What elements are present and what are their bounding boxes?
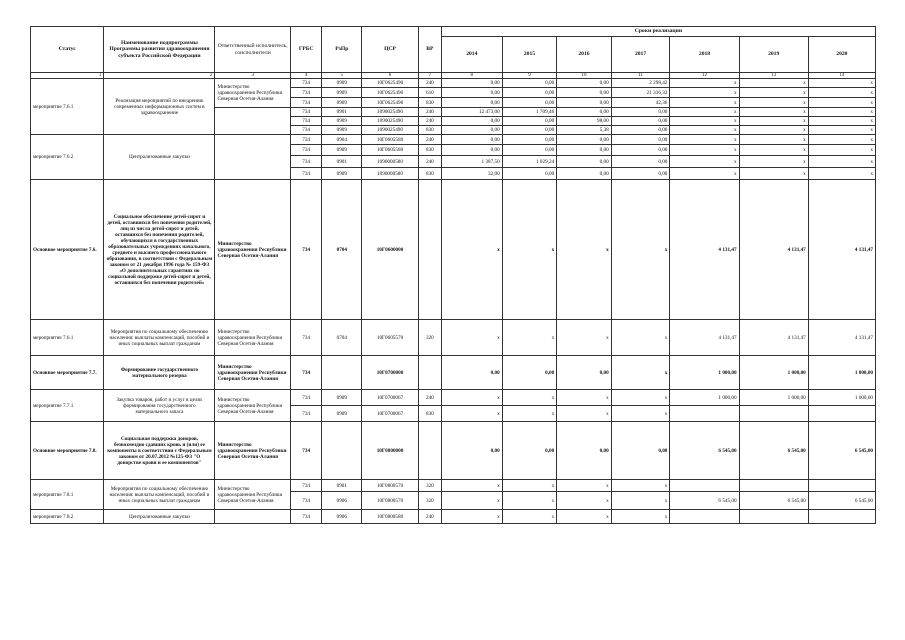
header-year: 2019 [739, 37, 808, 73]
column-number: 10 [557, 73, 612, 79]
year-value-cell [739, 406, 808, 422]
activity-name-cell: Реализация мероприятий по внедрению современных информационных систем в здравоохранение [104, 79, 215, 135]
grbs-cell: 734 [290, 356, 321, 390]
year-value-cell: 0,00 [502, 168, 557, 180]
rzpr-cell [322, 422, 362, 480]
year-value-cell [739, 510, 808, 524]
header-year: 2020 [808, 37, 875, 73]
year-value-cell: 4 131,47 [670, 320, 739, 356]
year-value-cell: x [739, 98, 808, 108]
year-value-cell: x [502, 390, 557, 406]
csr-cell: 10Г0700067 [362, 390, 419, 406]
vr-cell: 240 [418, 156, 441, 168]
year-value-cell: x [739, 168, 808, 180]
csr-cell: 10Г0800570 [362, 480, 419, 492]
status-cell: мероприятие 7.7.1 [31, 390, 104, 422]
column-number: 7 [418, 73, 441, 79]
csr-cell: 10Г0605580 [362, 145, 419, 156]
vr-cell: 240 [418, 510, 441, 524]
grbs-cell: 734 [290, 422, 321, 480]
rzpr-cell: 0704 [322, 180, 362, 320]
activity-name-cell: Социальное обеспечение детей-сирот и детей, оставшихся без попечения родителей, лиц из числа детей-сирот и детей, оставшихся без попечения родителей, обучающихся в государственных образовательных учреждениях начального, среднего и высшего профессионального образования, в соответствии с Федеральным законом от 21 декабря 1996 года № 159-ФЗ «О дополнительных гарантиях по социальной поддержке детей-сирот и детей, оставшихся без попечения родителей» [104, 180, 215, 320]
year-value-cell: x [611, 492, 670, 510]
year-value-cell: 0,00 [557, 145, 612, 156]
status-cell: мероприятие 7.6.2 [31, 135, 104, 180]
activity-name-cell: Централизованные закупки [104, 510, 215, 524]
header-csr: ЦСР [362, 27, 419, 73]
year-value-cell: 4 131,47 [670, 180, 739, 320]
year-value-cell: 0,00 [502, 422, 557, 480]
rzpr-cell: 0704 [322, 320, 362, 356]
year-value-cell: x [502, 320, 557, 356]
responsible-cell: Министерство здравоохранения Республики Северная Осетия-Алания [215, 356, 290, 390]
year-value-cell: x [557, 406, 612, 422]
year-value-cell: x [808, 98, 875, 108]
csr-cell: 10Г0800580 [362, 510, 419, 524]
grbs-cell: 734 [290, 88, 321, 98]
rzpr-cell: 0909 [322, 406, 362, 422]
year-value-cell: 6 545,00 [670, 492, 739, 510]
year-value-cell: x [502, 492, 557, 510]
grbs-cell: 734 [290, 180, 321, 320]
csr-cell: 10Г0700000 [362, 356, 419, 390]
program-table [30, 26, 876, 524]
column-number: 1 [31, 73, 104, 79]
vr-cell: 610 [418, 88, 441, 98]
table-row [31, 180, 876, 320]
year-value-cell: x [611, 480, 670, 492]
responsible-cell: Министерство здравоохранения Республики Северная Осетия-Алания [215, 422, 290, 480]
year-value-cell: 6 545,00 [670, 422, 739, 480]
grbs-cell: 734 [290, 98, 321, 108]
year-value-cell: 0,00 [611, 168, 670, 180]
grbs-cell: 734 [290, 320, 321, 356]
responsible-cell: Министерство здравоохранения Республики Северная Осетия-Алания [215, 180, 290, 320]
csr-cell: 10Г0605580 [362, 135, 419, 145]
rzpr-cell: 0909 [322, 79, 362, 88]
year-value-cell: x [808, 117, 875, 126]
year-value-cell: x [739, 145, 808, 156]
year-value-cell: 98,00 [557, 117, 612, 126]
vr-cell: 240 [418, 79, 441, 88]
year-value-cell: x [441, 406, 502, 422]
year-value-cell: x [670, 117, 739, 126]
year-value-cell: 0,00 [441, 126, 502, 135]
activity-name-cell: Формирование государственного материального резерва [104, 356, 215, 390]
year-value-cell: x [441, 492, 502, 510]
column-number: 3 [215, 73, 290, 79]
column-number: 8 [441, 73, 502, 79]
year-value-cell: x [739, 126, 808, 135]
year-value-cell: 0,00 [441, 98, 502, 108]
year-value-cell: 1 000,00 [670, 390, 739, 406]
year-value-cell: 4 131,47 [739, 180, 808, 320]
year-value-cell: 4 131,47 [808, 180, 875, 320]
header-year: 2016 [557, 37, 612, 73]
csr-cell: 10Г0625490 [362, 98, 419, 108]
year-value-cell: 1 709,46 [502, 108, 557, 117]
year-value-cell: x [611, 510, 670, 524]
rzpr-cell: 0901 [322, 108, 362, 117]
year-value-cell: 0,00 [557, 88, 612, 98]
year-value-cell: x [808, 79, 875, 88]
year-value-cell: x [670, 126, 739, 135]
year-value-cell: 0,00 [441, 117, 502, 126]
grbs-cell: 734 [290, 510, 321, 524]
year-value-cell: x [670, 168, 739, 180]
responsible-cell [215, 108, 290, 135]
vr-cell: 830 [418, 406, 441, 422]
column-number: 14 [808, 73, 875, 79]
grbs-cell: 734 [290, 480, 321, 492]
header-year: 2014 [441, 37, 502, 73]
responsible-cell: Министерство здравоохранения Республики Северная Осетия-Алания [215, 480, 290, 510]
vr-cell: 240 [418, 108, 441, 117]
table-row [31, 510, 876, 524]
year-value-cell: x [670, 88, 739, 98]
year-value-cell: 0,00 [502, 79, 557, 88]
responsible-cell [215, 135, 290, 180]
year-value-cell: x [557, 390, 612, 406]
year-value-cell: 0,00 [502, 135, 557, 145]
activity-name-cell: Мероприятия по социальному обеспечению населения: выплаты компенсаций, пособий и иных социальных выплат гражданам [104, 320, 215, 356]
year-value-cell: 1 000,00 [739, 356, 808, 390]
year-value-cell: 0,00 [611, 422, 670, 480]
year-value-cell: 0,00 [557, 108, 612, 117]
year-value-cell: x [808, 156, 875, 168]
year-value-cell: 4 131,47 [739, 320, 808, 356]
csr-cell: 10Г0700067 [362, 406, 419, 422]
status-cell: мероприятие 7.8.2 [31, 510, 104, 524]
csr-cell: 1090025490 [362, 117, 419, 126]
year-value-cell: 4 131,47 [808, 320, 875, 356]
year-value-cell: 5,38 [557, 126, 612, 135]
year-value-cell: 0,00 [611, 135, 670, 145]
csr-cell: 10Г0600000 [362, 180, 419, 320]
year-value-cell: x [739, 88, 808, 98]
rzpr-cell: 0906 [322, 492, 362, 510]
year-value-cell: 6 545,00 [739, 422, 808, 480]
status-cell: мероприятие 7.6.1 [31, 320, 104, 356]
rzpr-cell: 0904 [322, 135, 362, 145]
table-row [31, 135, 876, 145]
year-value-cell: 0,00 [441, 356, 502, 390]
year-value-cell: x [670, 135, 739, 145]
year-value-cell: 32,00 [441, 168, 502, 180]
rzpr-cell: 0909 [322, 168, 362, 180]
grbs-cell: 734 [290, 117, 321, 126]
status-cell: Основное мероприятие 7.8. [31, 422, 104, 480]
year-value-cell: 2 298,42 [611, 79, 670, 88]
grbs-cell: 734 [290, 492, 321, 510]
vr-cell [418, 180, 441, 320]
year-value-cell [670, 510, 739, 524]
csr-cell: 1090025490 [362, 126, 419, 135]
rzpr-cell: 0909 [322, 98, 362, 108]
vr-cell: 830 [418, 168, 441, 180]
year-value-cell: 1 000,00 [670, 356, 739, 390]
rzpr-cell: 0909 [322, 126, 362, 135]
grbs-cell: 734 [290, 108, 321, 117]
csr-cell: 10Г0625490 [362, 79, 419, 88]
header-year: 2018 [670, 37, 739, 73]
year-value-cell: x [557, 180, 612, 320]
year-value-cell: 0,00 [502, 88, 557, 98]
column-number: 5 [322, 73, 362, 79]
header-name: Наименование подпрограммы Программы развития здравоохранения субъекта Российской Федерации [104, 27, 215, 73]
header-terms: Сроки реализации [441, 27, 875, 37]
year-value-cell: x [808, 88, 875, 98]
rzpr-cell: 0901 [322, 156, 362, 168]
year-value-cell [670, 406, 739, 422]
year-value-cell: 0,00 [611, 126, 670, 135]
header-responsible: Ответственный исполнитель, соисполнители [215, 27, 290, 73]
year-value-cell: 1 000,00 [808, 390, 875, 406]
year-value-cell: 0,00 [557, 98, 612, 108]
year-value-cell: x [611, 356, 670, 390]
grbs-cell: 734 [290, 156, 321, 168]
year-value-cell [670, 480, 739, 492]
year-value-cell: x [441, 480, 502, 492]
year-value-cell: 6 545,00 [808, 422, 875, 480]
activity-name-cell: Централизованные закупки [104, 135, 215, 180]
grbs-cell: 734 [290, 168, 321, 180]
rzpr-cell: 0901 [322, 480, 362, 492]
grbs-cell: 734 [290, 126, 321, 135]
year-value-cell: 0,00 [557, 156, 612, 168]
vr-cell: 320 [418, 320, 441, 356]
status-cell: мероприятие 7.6.1 [31, 79, 104, 135]
year-value-cell: 0,00 [441, 88, 502, 98]
year-value-cell: 0,00 [502, 126, 557, 135]
year-value-cell: x [739, 79, 808, 88]
year-value-cell: x [670, 108, 739, 117]
year-value-cell: x [611, 406, 670, 422]
rzpr-cell: 0909 [322, 390, 362, 406]
year-value-cell: x [502, 510, 557, 524]
year-value-cell [739, 480, 808, 492]
column-number: 9 [502, 73, 557, 79]
year-value-cell: x [739, 108, 808, 117]
rzpr-cell: 0909 [322, 88, 362, 98]
vr-cell: 830 [418, 126, 441, 135]
csr-cell: 1090000580 [362, 168, 419, 180]
year-value-cell: 12 473,00 [441, 108, 502, 117]
year-value-cell: x [502, 480, 557, 492]
year-value-cell: x [670, 98, 739, 108]
year-value-cell: x [441, 510, 502, 524]
responsible-cell: Министерство здравоохранения Республики Северная Осетия-Алания [215, 79, 290, 108]
year-value-cell: 1 000,00 [739, 390, 808, 406]
year-value-cell: 0,00 [441, 145, 502, 156]
year-value-cell: x [611, 320, 670, 356]
year-value-cell: x [441, 180, 502, 320]
year-value-cell: x [808, 168, 875, 180]
year-value-cell: 21 336,33 [611, 88, 670, 98]
year-value-cell: x [808, 126, 875, 135]
year-value-cell: x [739, 156, 808, 168]
vr-cell: 240 [418, 135, 441, 145]
year-value-cell: 6 545,00 [739, 492, 808, 510]
year-value-cell: x [670, 156, 739, 168]
year-value-cell: x [808, 145, 875, 156]
csr-cell: 10Г0605570 [362, 320, 419, 356]
table-row [31, 356, 876, 390]
grbs-cell: 734 [290, 390, 321, 406]
grbs-cell: 734 [290, 135, 321, 145]
year-value-cell: 1 387,50 [441, 156, 502, 168]
year-value-cell: x [441, 320, 502, 356]
grbs-cell: 734 [290, 145, 321, 156]
year-value-cell [808, 510, 875, 524]
year-value-cell: x [808, 108, 875, 117]
year-value-cell: x [557, 320, 612, 356]
year-value-cell: x [441, 390, 502, 406]
year-value-cell: x [502, 406, 557, 422]
column-number: 4 [290, 73, 321, 79]
vr-cell: 320 [418, 492, 441, 510]
activity-name-cell: Социальная поддержка доноров, безвозмездно сдавших кровь и (или) ее компоненты в соответствии с Федеральным законом от 20.07.2012 №125-ФЗ "О донорстве крови и ее компонентов" [104, 422, 215, 480]
year-value-cell: x [739, 135, 808, 145]
vr-cell: 240 [418, 390, 441, 406]
activity-name-cell: Мероприятия по социальному обеспечению населения: выплаты компенсаций, пособий и иных социальных выплат гражданам [104, 480, 215, 510]
table-row [31, 480, 876, 492]
header-rzpr: РзПр [322, 27, 362, 73]
header-grbs: ГРБС [290, 27, 321, 73]
table-row [31, 422, 876, 480]
vr-cell [418, 422, 441, 480]
status-cell: мероприятие 7.8.1 [31, 480, 104, 510]
year-value-cell: 0,00 [441, 135, 502, 145]
rzpr-cell: 0909 [322, 117, 362, 126]
table-row [31, 79, 876, 88]
year-value-cell [808, 406, 875, 422]
status-cell: Основное мероприятие 7.6. [31, 180, 104, 320]
status-cell: Основное мероприятие 7.7. [31, 356, 104, 390]
header-vr: ВР [418, 27, 441, 73]
header-status: Статус [31, 27, 104, 73]
column-number: 11 [611, 73, 670, 79]
year-value-cell: x [611, 180, 670, 320]
year-value-cell: 0,00 [611, 108, 670, 117]
year-value-cell: 0,00 [441, 422, 502, 480]
csr-cell: 10Г0800570 [362, 492, 419, 510]
csr-cell: 1090025490 [362, 108, 419, 117]
year-value-cell: 1 000,00 [808, 356, 875, 390]
column-number: 6 [362, 73, 419, 79]
year-value-cell: 0,00 [557, 79, 612, 88]
year-value-cell: 0,00 [502, 356, 557, 390]
vr-cell: 830 [418, 98, 441, 108]
table-row [31, 390, 876, 406]
year-value-cell: 0,00 [611, 156, 670, 168]
year-value-cell: 1 029,24 [502, 156, 557, 168]
csr-cell: 10Г0800000 [362, 422, 419, 480]
year-value-cell: 0,00 [611, 117, 670, 126]
grbs-cell: 734 [290, 406, 321, 422]
responsible-cell [215, 510, 290, 524]
rzpr-cell: 0909 [322, 145, 362, 156]
responsible-cell: Министерство здравоохранения Республики Северная Осетия-Алания [215, 390, 290, 422]
year-value-cell: x [670, 145, 739, 156]
vr-cell [418, 356, 441, 390]
year-value-cell: x [557, 480, 612, 492]
rzpr-cell: 0906 [322, 510, 362, 524]
year-value-cell: x [611, 390, 670, 406]
csr-cell: 1090000580 [362, 156, 419, 168]
year-value-cell: 0,00 [557, 168, 612, 180]
year-value-cell: 42,36 [611, 98, 670, 108]
column-number: 2 [104, 73, 215, 79]
header-year: 2017 [611, 37, 670, 73]
vr-cell: 320 [418, 480, 441, 492]
year-value-cell: x [808, 135, 875, 145]
rzpr-cell [322, 356, 362, 390]
table-row [31, 320, 876, 356]
csr-cell: 10Г0625490 [362, 88, 419, 98]
year-value-cell [808, 480, 875, 492]
year-value-cell: x [557, 492, 612, 510]
year-value-cell: x [670, 79, 739, 88]
year-value-cell: 0,00 [502, 145, 557, 156]
year-value-cell: 0,00 [557, 135, 612, 145]
year-value-cell: 0,00 [441, 79, 502, 88]
year-value-cell: 0,00 [611, 145, 670, 156]
header-year: 2015 [502, 37, 557, 73]
vr-cell: 240 [418, 117, 441, 126]
year-value-cell: 0,00 [502, 98, 557, 108]
year-value-cell: 0,00 [557, 356, 612, 390]
year-value-cell: 6 545,00 [808, 492, 875, 510]
year-value-cell: x [739, 117, 808, 126]
responsible-cell: Министерство здравоохранения Республики Северная Осетия-Алания [215, 320, 290, 356]
year-value-cell: 0,00 [557, 422, 612, 480]
activity-name-cell: Закупка товаров, работ и услуг в целях формирования государственного материального запаса [104, 390, 215, 422]
column-number: 13 [739, 73, 808, 79]
year-value-cell: x [557, 510, 612, 524]
year-value-cell: x [502, 180, 557, 320]
column-number: 12 [670, 73, 739, 79]
vr-cell: 830 [418, 145, 441, 156]
year-value-cell: 0,00 [502, 117, 557, 126]
grbs-cell: 734 [290, 79, 321, 88]
